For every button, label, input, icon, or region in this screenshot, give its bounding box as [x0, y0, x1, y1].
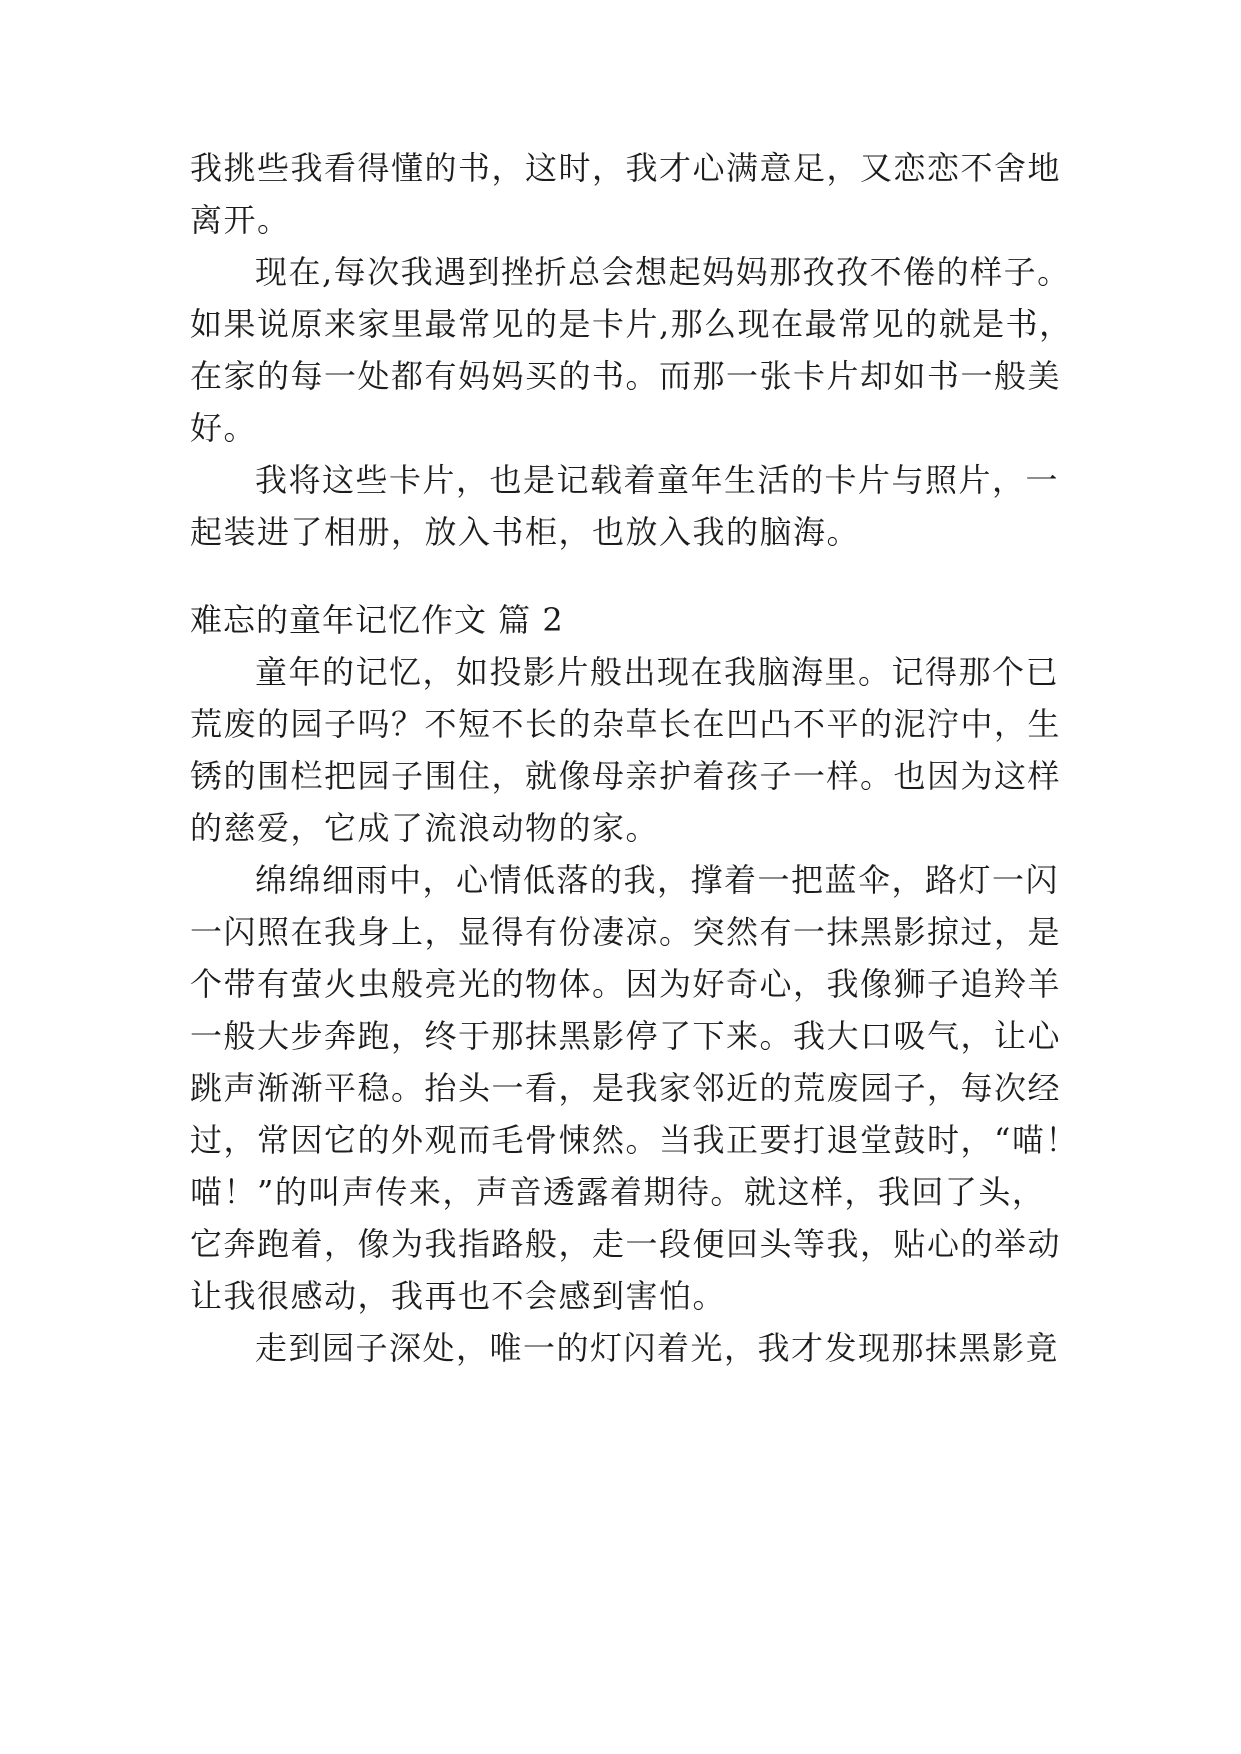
text-line: 起装进了相册，放入书柜，也放入我的脑海。: [190, 513, 861, 551]
paragraph-first-line: 走到园子深处，唯一的灯闪着光，我才发现那抹黑影竟: [255, 1329, 1060, 1367]
text-line: 它奔跑着，像为我指路般，走一段便回头等我，贴心的举动: [190, 1225, 1062, 1263]
text-line: 离开。: [190, 201, 291, 239]
text-line: 喵！”的叫声传来，声音透露着期待。就这样，我回了头，: [190, 1173, 1046, 1211]
text-line: 荒废的园子吗？不短不长的杂草长在凹凸不平的泥泞中，生: [190, 705, 1062, 743]
text-line: 的慈爱，它成了流浪动物的家。: [190, 809, 660, 847]
text-line: 我挑些我看得懂的书，这时，我才心满意足，又恋恋不舍地: [190, 149, 1062, 187]
paragraph-first-line: 我将这些卡片，也是记载着童年生活的卡片与照片，一: [255, 461, 1060, 499]
text-line: 一般大步奔跑，终于那抹黑影停了下来。我大口吸气，让心: [190, 1017, 1062, 1055]
text-line: 让我很感动，我再也不会感到害怕。: [190, 1277, 727, 1315]
paragraph-first-line: 童年的记忆，如投影片般出现在我脑海里。记得那个已: [255, 653, 1060, 691]
text-line: 锈的围栏把园子围住，就像母亲护着孩子一样。也因为这样: [190, 757, 1062, 795]
paragraph-first-line: 现在,每次我遇到挫折总会想起妈妈那孜孜不倦的样子。: [255, 253, 1071, 291]
text-line: 跳声渐渐平稳。抬头一看，是我家邻近的荒废园子，每次经: [190, 1069, 1062, 1107]
section-title: 难忘的童年记忆作文 篇 2: [190, 601, 564, 639]
text-line: 一闪照在我身上，显得有份凄凉。突然有一抹黑影掠过，是: [190, 913, 1062, 951]
text-line: 如果说原来家里最常见的是卡片,那么现在最常见的就是书，: [190, 305, 1073, 343]
text-line: 在家的每一处都有妈妈买的书。而那一张卡片却如书一般美: [190, 357, 1062, 395]
paragraph-first-line: 绵绵细雨中，心情低落的我，撑着一把蓝伞，路灯一闪: [255, 861, 1060, 899]
text-line: 好。: [190, 409, 258, 447]
text-line: 过，常因它的外观而毛骨悚然。当我正要打退堂鼓时，“喵！: [190, 1121, 1079, 1159]
text-line: 个带有萤火虫般亮光的物体。因为好奇心，我像狮子追羚羊: [190, 965, 1062, 1003]
